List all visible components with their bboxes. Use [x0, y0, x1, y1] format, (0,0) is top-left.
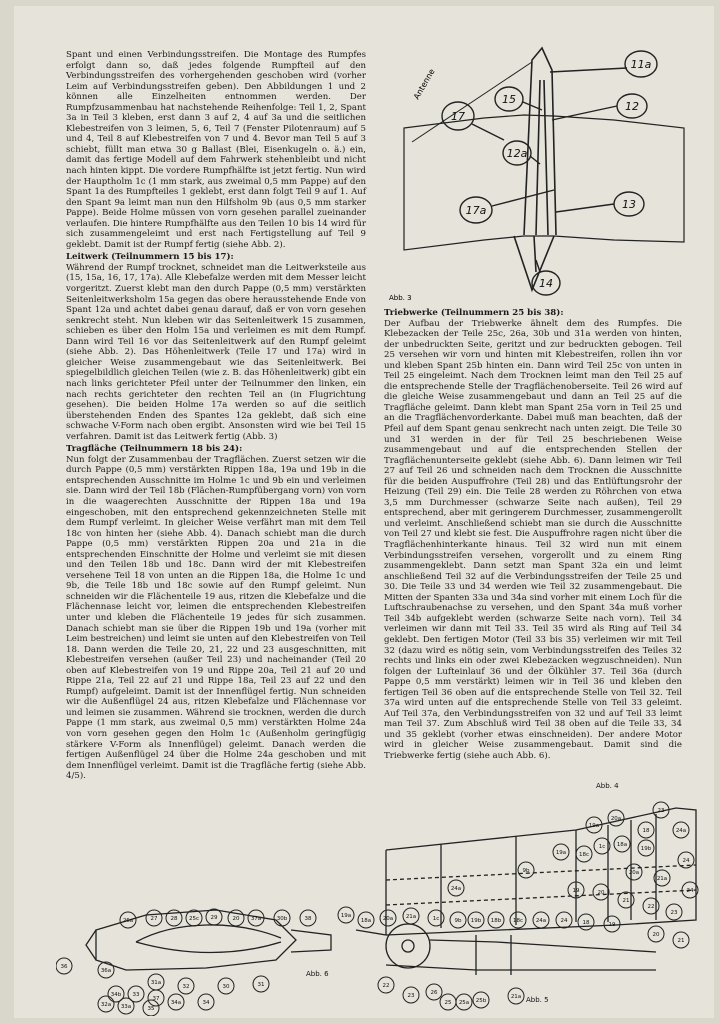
- label5-13: 20: [652, 932, 660, 938]
- label5-5: 9b: [454, 918, 462, 924]
- label4-14: 24: [686, 888, 694, 894]
- label6-10: 36a: [100, 968, 112, 974]
- label5-16: 23: [407, 993, 415, 999]
- wing-engine-diagrams: [56, 770, 706, 1016]
- label6-3: 25c: [188, 916, 200, 922]
- label6-0: 26a: [122, 918, 134, 924]
- label4-8: 9b: [522, 868, 530, 874]
- label4-17: 24a: [675, 828, 687, 834]
- label-14: 14: [539, 277, 553, 290]
- caption-abb-6: Abb. 6: [306, 970, 329, 978]
- label5-1: 18a: [360, 918, 372, 924]
- label4-11: 21: [622, 898, 630, 904]
- label6-14: 31: [257, 982, 265, 988]
- label5-4: 1c: [432, 916, 440, 922]
- label5-14: 21: [677, 938, 685, 944]
- heading-tragflaeche: Tragfläche (Teilnummern 18 bis 24):: [66, 444, 243, 455]
- label6-4: 29: [210, 915, 218, 921]
- label6-18: 32a: [100, 1002, 112, 1008]
- label4-20: 19a: [588, 823, 600, 829]
- label5-15: 22: [382, 983, 390, 989]
- label6-22: 34: [202, 1000, 210, 1006]
- paragraph-triebwerke: Der Aufbau der Triebwerke ähnelt dem des Rumpfes. Die Klebezacken der Teile 25c, 26a, 30b und 31a werden von hinten, der unbedruckten Seite, geritzt und zur bedruckten gebogen. Teil 25 versehen wir vorn und hinten mit Klebestreifen, rollen ihn vor und kleben Spant 25b hinten ein. Dann wird Teil 25c von unten in Teil 25 eingeleimt. Nach dem Trocknen leimt man den Teil 25 auf die entsprechende Stelle der Tragflächenoberseite. Teil 26 wird auf die gleiche Weise zusammengebaut und dann an Teil 25 auf die Tragfläche geleimt. Dann klebt man Spant 25a vorn in Teil 25 und an die Tragflächenvorderkante. Dabei muß man beachten, daß der Pfeil auf dem Spant genau senkrecht nach unten zeigt. Die Teile 30 und 31 werden in der für Teil 25 beschriebenen Weise zusammengebaut und auf die entsprechenden Stellen der Tragflächenunterseite geklebt (siehe Abb. 6). Dann leimen wir Teil 27 auf Teil 26 und schneiden nach dem Trocknen die Ausschnitte für die beiden Auspuffrohre (Teil 28) und das Entlüftungsrohr der Heizung (Teil 29) ein. Die Teile 28 werden zu Röhrchen von etwa 3,5 mm Durchmesser (schwarze Seite nach außen), Teil 29 entsprechend, aber mit geringerem Durchmesser, zusammengerollt und verleimt. Anschließend schiebt man sie durch die Ausschnitte von Teil 27 und klebt sie fest. Die Auspuffrohre ragen nicht über die Tragflächenhinterkante hinaus. Teil 32 wird nun mit einem Verbindungsstreifen versehen, vorgerollt und zu einem Ring zusammengeklebt. Dann setzt man Spant 32a ein und leimt anschließend Teil 32 auf die Verbindungsstreifen der Teile 25 und 30. Die Teile 33 und 34 werden wie Teil 32 zusammengebaut. Die Mitten der Spanten 33a und 34a sind vorher mit einem Loch für die Luftschraubenachse zu versehen, und den Spant 34a muß vorher Teil 34b aufgeklebt werden (schwarze Seite nach vorn). Teil 34 verleimen wir dann mit Teil 33. Teil 35 wird als Ring auf Teil 34 geklebt. Den fertigen Motor (Teil 33 bis 35) verleimen wir mit Teil 32 (dazu wird es nötig sein, vom Verbindungsstreifen des Teiles 32 rechts und links ein oder zwei Klebezacken wegzuschneiden). Nun folgen der Lufteinlauf 36 und der Ölkühler 37. Teil 36a (durch Pappe 0,5 mm verstärkt) leimen wir in Teil 36 und kleben den fertigen Teil 36 oben auf die entsprechende Stelle von Teil 32. Teil 37a wird unten auf die entsprechende Stelle von Teil 33 geleimt. Auf Teil 37a, den Verbindungsstreifen von 32 und auf Teil 33 leimt man Teil 37. Zum Abschluß wird Teil 38 oben auf die Teile 33, 34 und 35 geklebt (vorher etwas einschneiden). Der andere Motor wird in gleicher Weise zusammengebaut. Damit sind die Triebwerke fertig (siehe auch Abb. 6).: [384, 318, 682, 761]
- label5-20: 25b: [475, 998, 487, 1004]
- label6-5: 20: [232, 916, 240, 922]
- label5-21: 21a: [510, 994, 522, 1000]
- label5-18: 25: [444, 1000, 452, 1006]
- label4-10: 20: [597, 890, 605, 896]
- label-17: 17: [451, 110, 465, 123]
- label6-20: 35: [147, 1006, 155, 1012]
- label4-4: 19b: [640, 846, 652, 852]
- label5-0: 19a: [340, 913, 352, 919]
- label5-9: 24a: [535, 918, 547, 924]
- figure-abb-3: [384, 40, 704, 305]
- label4-0: 19a: [555, 850, 567, 856]
- paragraph-tragflaeche: Nun folgt der Zusammenbau der Tragflächen. Zuerst setzen wir die durch Pappe (0,5 mm) verstärkten Rippen 18a, 19a und 19b in die entsprechenden Ausschnitte im Holme 1c und 9b ein und verleimen sie. Dann wird der Teil 18b (Flächen-Rumpfübergang vorn) von vorn in die waagerechten Ausschnitte der Rippen 18a und 19a eingeschoben, mit den entsprechend gekennzeichneten Stelle mit dem Rumpf verleimt. In gleicher Weise verfährt man mit dem Teil 18c von hinten her (siehe Abb. 4). Danach schiebt man die durch Pappe (0,5 mm) verstärkten Rippen 20a und 21a in die entsprechenden Einschnitte der Holme und verleimt sie mit diesen und den Teilen 18b und 18c. Dann wird der mit Klebestreifen versehene Teil 18 von unten an die Rippen 18a, die Holme 1c und 9b, die Teile 18b und 18c sowie auf den Rumpf geleimt. Nun schneiden wir die Flächenteile 19 aus, ritzen die Klebefalze und die Flächennase leicht vor, leimen die entsprechenden Klebestreifen unter und kleben die Flächenteile 19 jedes für sich zusammen. Danach schiebt man sie über die Rippen 19b und 19a (vorher mit Leim bestreichen) und leimt sie unten auf den Klebestreifen von Teil 18. Dann werden die Teile 20, 21, 22 und 23 ausgeschnitten, mit Klebestreifen versehen (außer Teil 23) und nacheinander (Teil 20 oben auf Klebestreifen von 19 und Rippe 20a, Teil 21 auf 20 und Rippe 21a, Teil 22 auf 21 und Rippe 18a, Teil 23 auf 22 und den Rumpf) aufgeleimt. Damit ist der Innenflügel fertig. Nun schneiden wir die Außenflügel 24 aus, ritzen Klebefalze und Flächennase vor und leimen sie zusammen. Während sie trocknen, werden die durch Pappe (1 mm stark, aus zweimal 0,5 mm) verstärkten Holme 24a von vorn gesehen gegen den Holm 1c (Außenholm geringfügig stärkere V-Form als Innenflügel) geleimt. Danach werden die fertigen Außenflügel 24 über die Holme 24a geschoben und mit dem Innenflügel verleimt. Damit ist die Tragfläche fertig (siehe Abb. 4/5).: [66, 454, 366, 782]
- label-12a: 12a: [506, 147, 528, 160]
- label6-8: 38: [304, 916, 312, 922]
- label6-1: 27: [150, 916, 158, 922]
- label4-13: 23: [670, 910, 678, 916]
- label6-11: 31a: [150, 980, 162, 986]
- label-13: 13: [622, 198, 636, 211]
- label5-6: 19b: [470, 918, 482, 924]
- label4-1: 18c: [578, 852, 590, 858]
- label6-9: 36: [60, 964, 68, 970]
- heading-leitwerk: Leitwerk (Teilnummern 15 bis 17):: [66, 252, 234, 263]
- label5-2: 20a: [382, 916, 394, 922]
- label4-7: 24a: [450, 886, 462, 892]
- label6-13: 30: [222, 984, 230, 990]
- label4-6: 21a: [656, 876, 668, 882]
- right-column: [384, 306, 682, 762]
- caption-abb-5: Abb. 5: [526, 996, 549, 1004]
- label4-3: 18a: [616, 842, 628, 848]
- label6-15: 34b: [110, 992, 122, 998]
- label4-16: 18: [642, 828, 650, 834]
- label6-17: 37: [152, 996, 160, 1002]
- label-17a: 17a: [465, 204, 487, 217]
- label-11a: 11a: [630, 58, 652, 71]
- figure-abb-4-5-6: [56, 770, 706, 1016]
- label5-10: 24: [560, 918, 568, 924]
- label6-7: 30b: [276, 916, 288, 922]
- paragraph-leitwerk: Während der Rumpf trocknet, schneidet man die Leitwerksteile aus (15, 15a, 16, 17, 17a). Alle Klebefalze werden mit dem Messer leicht vorgeritzt. Zuerst klebt man den durch Pappe (0,5 mm) verstärkten Seitenleitwerksholm 15a gegen das obere herausstehende Ende von Spant 12a und achtet dabei genau darauf, daß er von vorn gesehen senkrecht steht. Nun kleben wir das Seitenleitwerk 15 zusammen, schieben es über den Holm 15a und verleimen es mit dem Rumpf. Dann wird Teil 16 vor das Seitenleitwerk auf den Rumpf geleimt (siehe Abb. 2). Das Höhenleitwerk (Teile 17 und 17a) wird in gleicher Weise zusammengebaut wie das Seitenleitwerk. Bei spiegelbildlich gleichen Teilen (wie z. B. das Höhenleitwerk) gibt ein nach links gerichteter Pfeil unter der Teilnummer den linken, ein nach rechts gerichteter den rechten Teil an (in Flugrichtung gesehen). Die beiden Holme 17a werden so auf die seitlich überstehenden Enden des Spantes 12a geklebt, daß sich eine schwache V-Form nach oben ergibt. Ansonsten wird wie bei Teil 15 verfahren. Damit ist das Leitwerk fertig (Abb. 3): [66, 262, 366, 442]
- label5-7: 18b: [490, 918, 502, 924]
- label6-16: 33: [132, 992, 140, 998]
- label-12: 12: [625, 100, 639, 113]
- label5-11: 18: [582, 920, 590, 926]
- label5-19: 25a: [458, 1000, 470, 1006]
- caption-abb-3: Abb. 3: [389, 294, 412, 302]
- label4-5: 20a: [628, 870, 640, 876]
- label5-8: 18c: [512, 918, 524, 924]
- label4-9: 19: [572, 888, 580, 894]
- label4-2: 1c: [598, 844, 606, 850]
- label6-21: 34a: [170, 1000, 182, 1006]
- heading-triebwerke: Triebwerke (Teilnummern 25 bis 38):: [384, 308, 564, 318]
- label4-15: 23: [657, 808, 665, 814]
- label4-19: 20a: [610, 816, 622, 822]
- label6-12: 32: [182, 984, 190, 990]
- paragraph-rumpf: Spant und einen Verbindungsstreifen. Die Montage des Rumpfes erfolgt dann so, daß jedes folgende Rumpfteil auf den Verbindungsstreifen des vorhergehenden geschoben wird (vorher Leim auf Verbindungsstreifen geben). Den Abbildungen 1 und 2 können alle Einzelheiten entnommen werden. Der Rumpfzusammenbau hat nachstehende Reihenfolge: Teil 1, 2, Spant 3a in Teil 3 kleben, erst dann 3 auf 2, 4 auf 3a und die seitlichen Klebestreifen von 3 leimen, 5, 6, Teil 7 (Fenster Pilotenraum) auf 5 und 4, Teil 8 auf Klebestreifen von 7 und 4. Bevor man Teil 5 auf 3 schiebt, füllt man etwa 30 g Ballast (Blei, Eisenkugeln o. ä.) ein, damit das fertige Modell auf dem Fahrwerk stehenbleibt und nicht nach hinten kippt. Die vordere Rumpfhälfte ist jetzt fertig. Nun wird der Hauptholm 1c (1 mm stark, aus zweimal 0,5 mm Pappe) auf den Spant 1a des Rumpfteiles 1 geklebt, erst dann folgt Teil 9 auf 1. Auf den Spant 9a leimt man nun den Hilfsholm 9b (aus 0,5 mm starker Pappe). Beide Holme müssen von vorn gesehen parallel zueinander verlaufen. Die hintere Rumpfhälfte aus den Teilen 10 bis 14 wird für sich zusammengeleimt und erst nach Fertigstellung auf Teil 9 geklebt. Damit ist der Rumpf fertig (siehe Abb. 2).: [66, 50, 366, 250]
- label5-12: 19: [608, 922, 616, 928]
- label4-18: 24: [682, 858, 690, 864]
- antenna-label: Antenne: [411, 67, 437, 101]
- label6-2: 28: [170, 916, 178, 922]
- caption-abb-4: Abb. 4: [596, 782, 619, 790]
- label6-19: 33a: [120, 1004, 132, 1010]
- tail-diagram: [384, 40, 704, 305]
- label5-17: 26: [430, 990, 438, 996]
- label5-3: 21a: [405, 914, 417, 920]
- label-15: 15: [502, 93, 516, 106]
- label6-6: 37a: [250, 916, 262, 922]
- label4-12: 22: [647, 904, 655, 910]
- left-column: [66, 50, 366, 782]
